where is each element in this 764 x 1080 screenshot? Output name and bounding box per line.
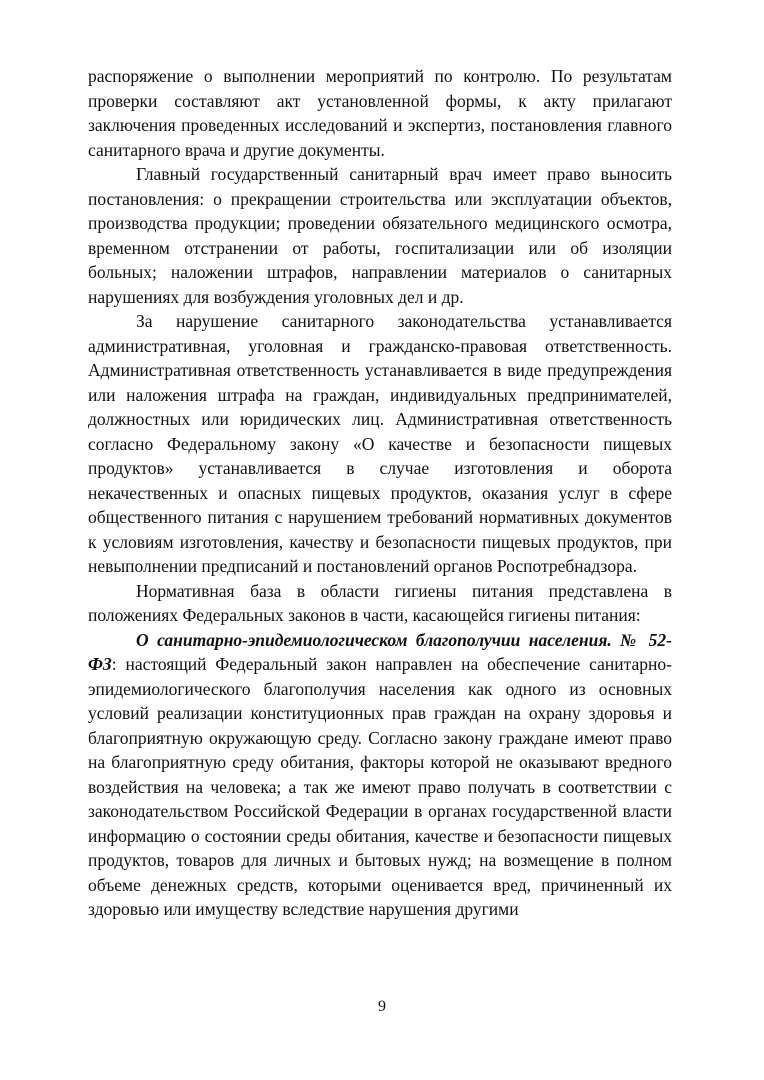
document-body [88, 64, 672, 922]
paragraph-3: За нарушение санитарного законодательства устанавливается административная, уголовная и гражданско-правовая ответственность. Административная ответственность устанавливается в виде предупреждения или наложения штрафа на граждан, индивидуальных предпринимателей, должностных или юридических лиц. Административная ответственность согласно Федеральному закону «О качестве и безопасности пищевых продуктов» устанавливается в случае изготовления и оборота некачественных и опасных пищевых продуктов, оказания услуг в сфере общественного питания с нарушением требований нормативных документов к условиям изготовления, качеству и безопасности пищевых продуктов, при невыполнении предписаний и постановлений органов Роспотребнадзора. [88, 311, 672, 576]
paragraph-4: Нормативная база в области гигиены питания представлена в положениях Федеральных законов в части, касающейся гигиены питания: [88, 580, 672, 625]
paragraph-1: распоряжение о выполнении мероприятий по контролю. По результатам проверки составляют акт установленной формы, к акту прилагают заключения проведенных исследований и экспертиз, постановления главного санитарного врача и другие документы. [88, 66, 672, 160]
paragraph-law [88, 628, 672, 922]
law-text: : настоящий Федеральный закон направлен на обеспечение санитарно-эпидемиологического благополучия населения как одного из основных условий реализации конституционных прав граждан на охрану здоровья и благоприятную окружающую среду. Согласно закону граждане имеют право на благоприятную среду обитания, факторы которой не оказывают вредного воздействия на человека; а так же имеют право получать в соответствии с законодательством Российской Федерации в органах государственной власти информацию о состоянии среды обитания, качестве и безопасности пищевых продуктов, товаров для личных и бытовых нужд; на возмещение в полном объеме денежных средств, которыми оценивается вред, причиненный их здоровью или имуществу вследствие нарушения другими [88, 654, 672, 919]
page-number: 9 [378, 998, 386, 1015]
paragraph-2: Главный государственный санитарный врач имеет право выносить постановления: о прекращении строительства или эксплуатации объектов, производства продукции; проведении обязательного медицинского осмотра, временном отстранении от работы, госпитализации или об изоляции больных; наложении штрафов, направлении материалов о санитарных нарушениях для возбуждения уголовных дел и др. [88, 164, 672, 307]
law-title: О санитарно-эпидемиологическом благополучии населения. № 52-ФЗ [88, 629, 672, 674]
